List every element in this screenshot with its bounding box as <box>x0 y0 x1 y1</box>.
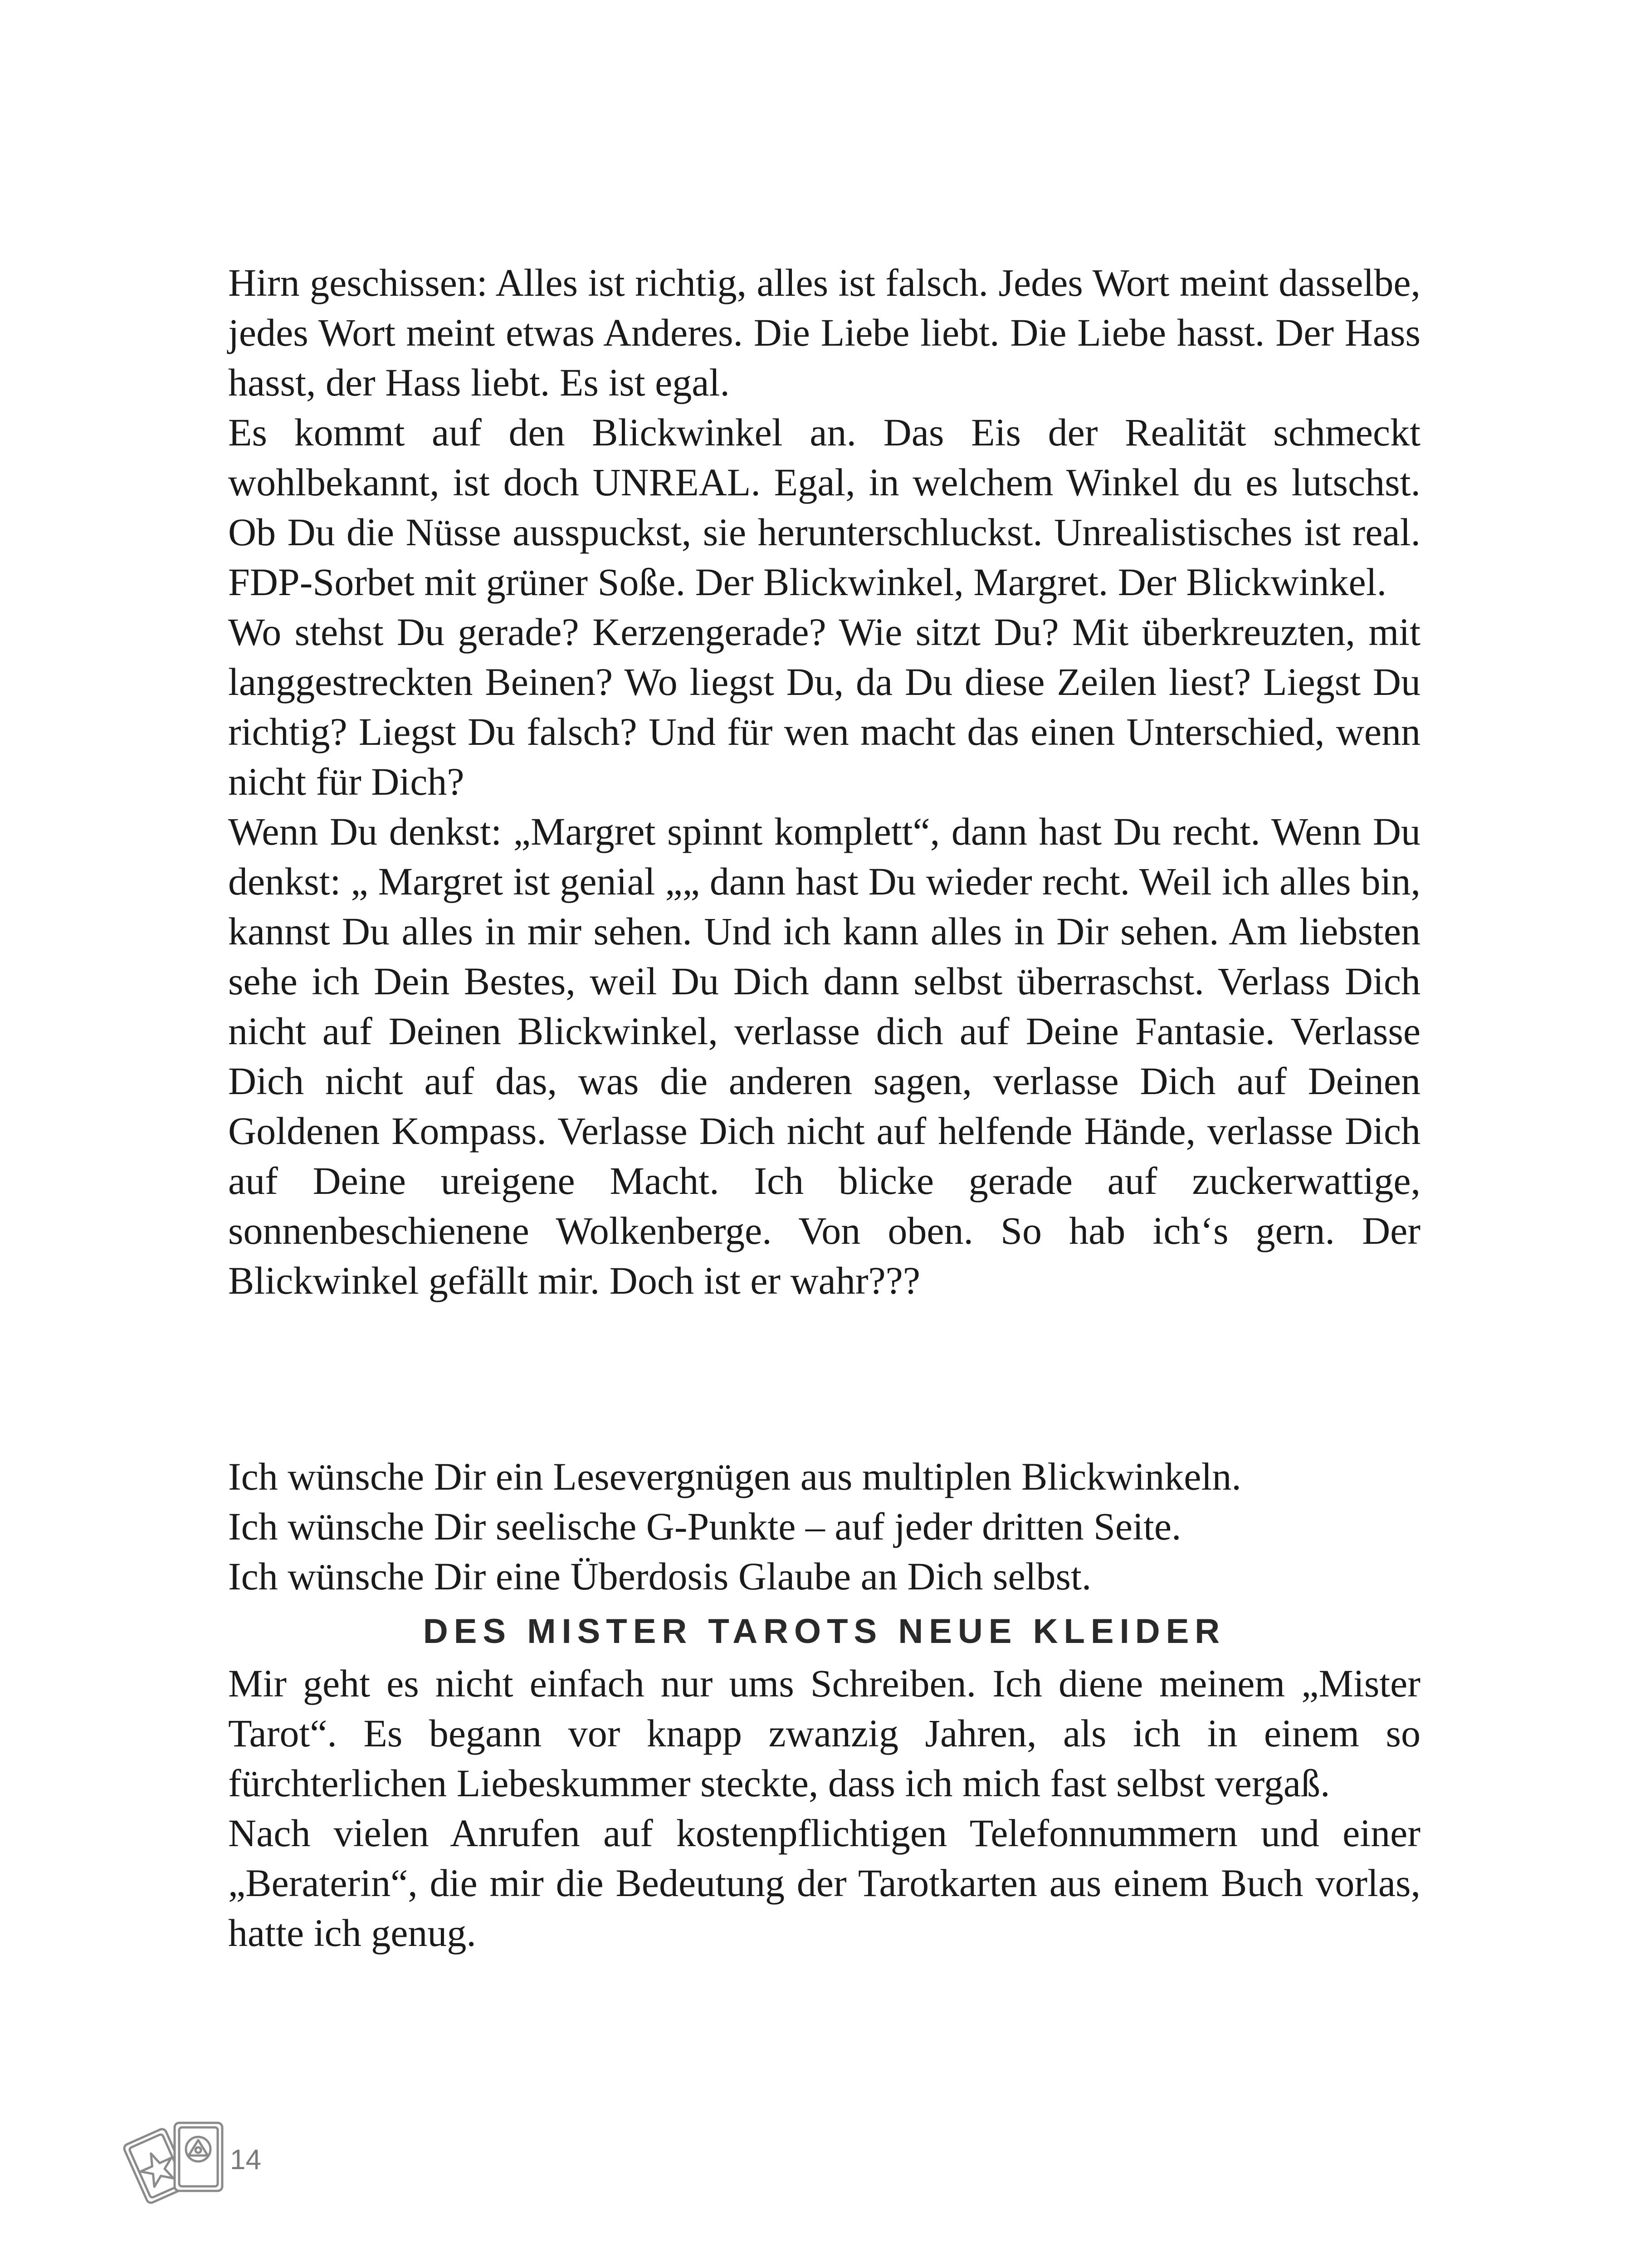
wish-line: Ich wünsche Dir seelische G-Punkte – auf jeder dritten Seite. <box>228 1505 1181 1548</box>
wishes-block <box>228 1452 1421 1601</box>
section-heading: DES MISTER TAROTS NEUE KLEIDER <box>423 1612 1226 1651</box>
paragraph: Hirn geschissen: Alles ist richtig, alles ist falsch. Jedes Wort meint dasselbe, jedes Wort meint etwas Anderes. Die Liebe liebt. Die Liebe hasst. Der Hass hasst, der Hass liebt. Es ist egal. <box>228 261 1421 404</box>
body-text-section-2 <box>228 1658 1421 1958</box>
paragraph: Nach vielen Anrufen auf kostenpflichtigen Telefonnummern und einer „Beraterin“, die mir die Bedeutung der Tarotkarten aus einem Buch vorlas, hatte ich genug. <box>228 1811 1421 1955</box>
paragraph: Wo stehst Du gerade? Kerzengerade? Wie sitzt Du? Mit überkreuzten, mit langgestreckten Beinen? Wo liegst Du, da Du diese Zeilen liest? Liegst Du richtig? Liegst Du falsch? Und für wen macht das einen Unterschied, wenn nicht für Dich? <box>228 610 1421 803</box>
page-number: 14 <box>230 2144 261 2175</box>
wish-line: Ich wünsche Dir ein Lesevergnügen aus multiplen Blickwinkeln. <box>228 1455 1241 1498</box>
page-footer <box>122 2114 304 2204</box>
paragraph: Es kommt auf den Blickwinkel an. Das Eis der Realität schmeckt wohlbekannt, ist doch UNREAL. Egal, in welchem Winkel du es lutschst. Ob Du die Nüsse ausspuckst, sie herunterschluckst. Unrealistisches ist real. FDP-Sorbet mit grüner Soße. Der Blickwinkel, Margret. Der Blickwinkel. <box>228 411 1421 604</box>
paragraph: Wenn Du denkst: „Margret spinnt komplett“, dann hast Du recht. Wenn Du denkst: „ Margret ist genial „„ dann hast Du wieder recht. Weil ich alles bin, kannst Du alles in mir sehen. Und ich kann alles in Dir sehen. Am liebsten sehe ich Dein Bestes, weil Du Dich dann selbst überraschst. Verlass Dich nicht auf Deinen Blickwinkel, verlasse dich auf Deine Fantasie. Verlasse Dich nicht auf das, was die anderen sagen, verlasse Dich auf Deinen Goldenen Kompass. Verlasse Dich nicht auf helfende Hände, verlasse Dich auf Deine ureigene Macht. Ich blicke gerade auf zuckerwattige, sonnenbeschienene Wolkenberge. Von oben. So hab ich‘s gern. Der Blickwinkel gefällt mir. Doch ist er wahr??? <box>228 810 1421 1302</box>
paragraph: Mir geht es nicht einfach nur ums Schreiben. Ich diene meinem „Mister Tarot“. Es begann vor knapp zwanzig Jahren, als ich in einem so fürchterlichen Liebeskummer steckte, dass ich mich fast selbst vergaß. <box>228 1662 1421 1805</box>
body-text-section-1 <box>228 258 1421 1305</box>
wish-line: Ich wünsche Dir eine Überdosis Glaube an Dich selbst. <box>228 1554 1092 1598</box>
tarot-cards-icon <box>122 2114 227 2204</box>
